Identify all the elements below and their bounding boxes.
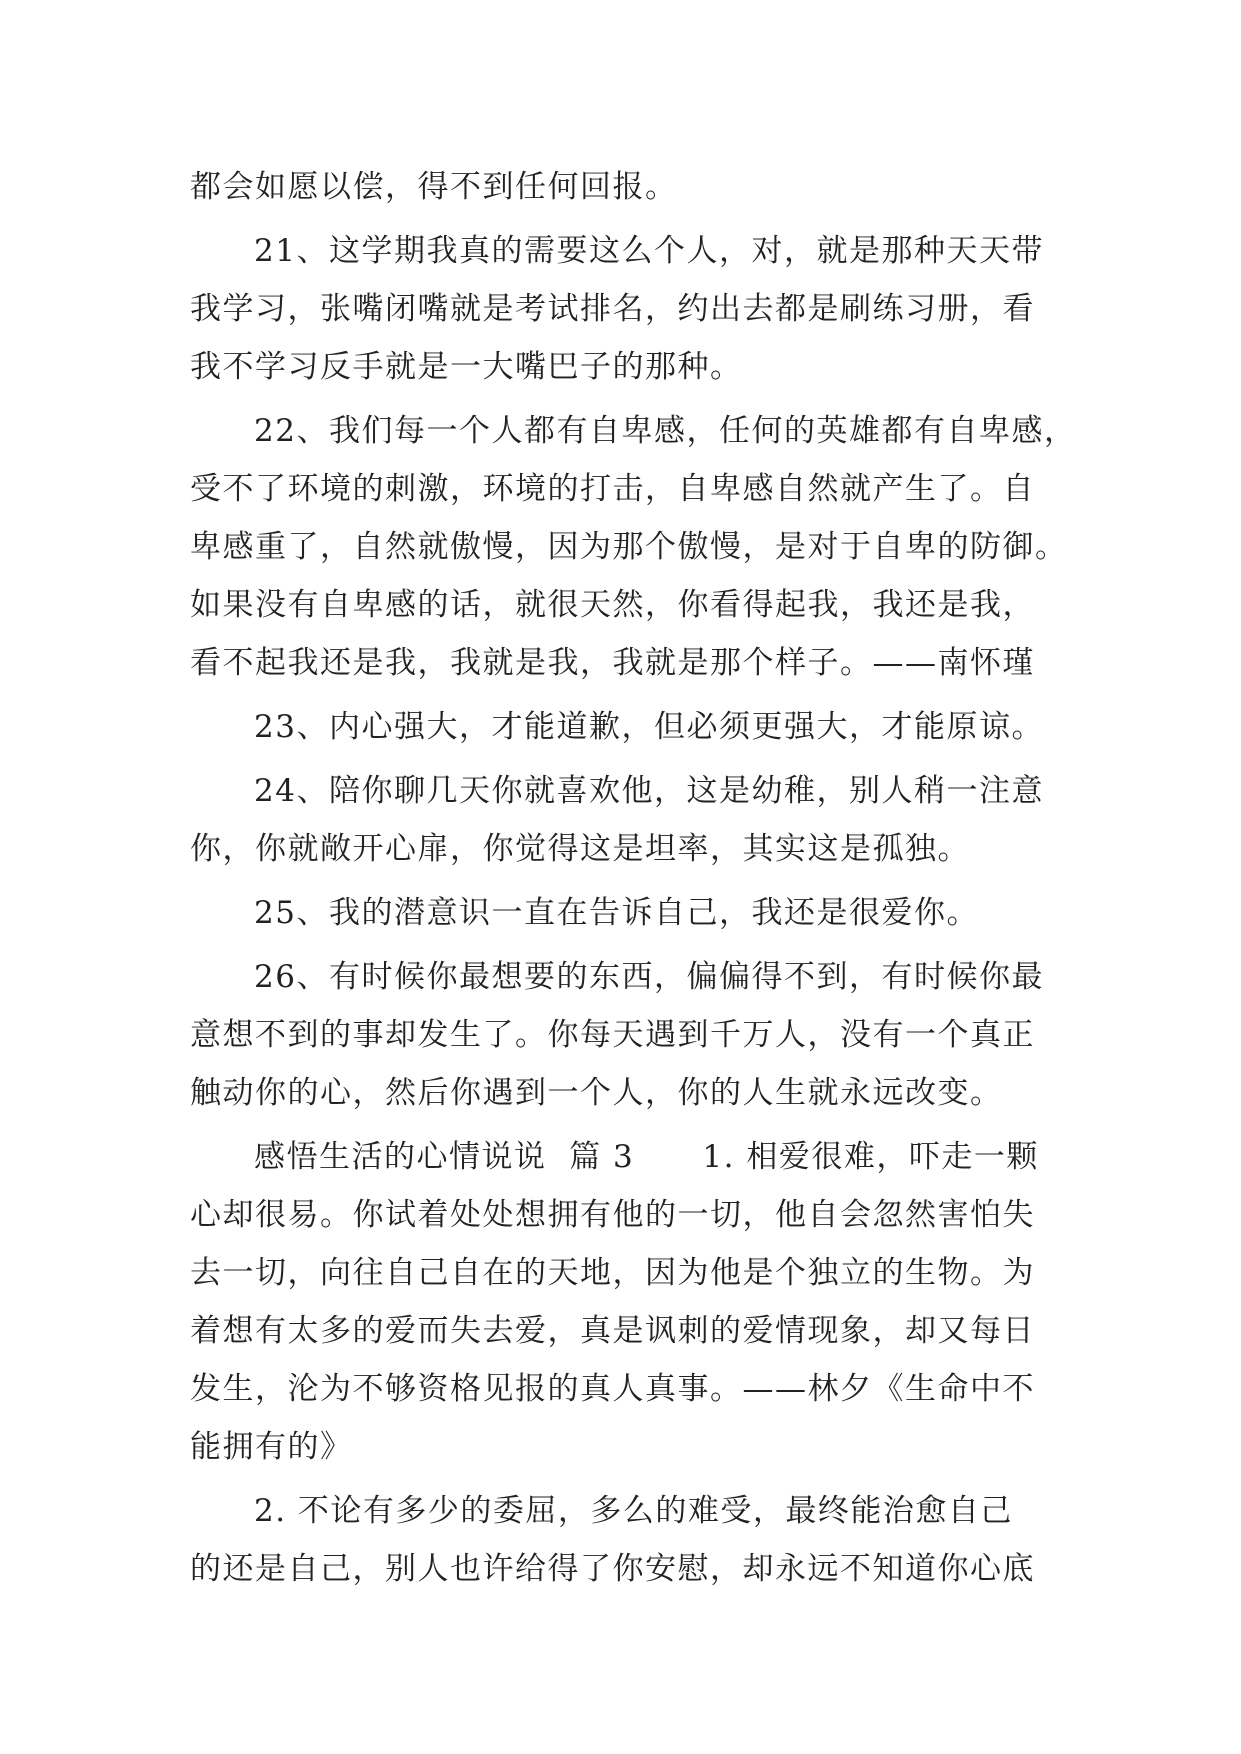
text-line: 着想有太多的爱而失去爱，真是讽刺的爱情现象，却又每日 xyxy=(190,1313,1035,1349)
text-line: 去一切，向往自己自在的天地，因为他是个独立的生物。为 xyxy=(190,1255,1035,1291)
text-line: 看不起我还是我，我就是我，我就是那个样子。——南怀瑾 xyxy=(190,645,1035,681)
text-line: 22、我们每一个人都有自卑感，任何的英雄都有自卑感， xyxy=(254,413,1077,449)
text-line: 心却很易。你试着处处想拥有他的一切，他自会忽然害怕失 xyxy=(190,1197,1035,1233)
text-line: 我学习，张嘴闭嘴就是考试排名，约出去都是刷练习册，看 xyxy=(190,291,1035,327)
paragraph-24 xyxy=(190,762,1060,878)
text-line: 的还是自己，别人也许给得了你安慰，却永远不知道你心底 xyxy=(190,1551,1035,1587)
text-line: 卑感重了，自然就傲慢，因为那个傲慢，是对于自卑的防御。 xyxy=(190,529,1068,565)
text-line: 25、我的潜意识一直在告诉自己，我还是很爱你。 xyxy=(254,895,979,931)
text-line: 21、这学期我真的需要这么个人，对，就是那种天天带 xyxy=(254,233,1044,269)
paragraph-section-3 xyxy=(190,1128,1060,1476)
text-line: 如果没有自卑感的话，就很天然，你看得起我，我还是我， xyxy=(190,587,1035,623)
text-line: 都会如愿以偿，得不到任何回报。 xyxy=(190,169,678,205)
text-line: 意想不到的事却发生了。你每天遇到千万人，没有一个真正 xyxy=(190,1017,1035,1053)
paragraph-continuation xyxy=(190,158,1060,216)
text-line: 26、有时候你最想要的东西，偏偏得不到，有时候你最 xyxy=(254,959,1044,995)
text-line: 24、陪你聊几天你就喜欢他，这是幼稚，别人稍一注意 xyxy=(254,773,1044,809)
paragraph-26 xyxy=(190,948,1060,1122)
paragraph-22 xyxy=(190,402,1077,692)
paragraph-2 xyxy=(190,1482,1060,1598)
text-line: 触动你的心，然后你遇到一个人，你的人生就永远改变。 xyxy=(190,1075,1003,1111)
text-line: 2. 不论有多少的委屈，多么的难受，最终能治愈自己 xyxy=(254,1493,1013,1529)
document-body xyxy=(190,158,1077,1598)
text-line: 你，你就敞开心扉，你觉得这是坦率，其实这是孤独。 xyxy=(190,831,970,867)
section-heading-line: 感悟生活的心情说说 篇 3 1. 相爱很难，吓走一颗 xyxy=(254,1139,1039,1175)
text-line: 我不学习反手就是一大嘴巴子的那种。 xyxy=(190,349,743,385)
paragraph-21 xyxy=(190,222,1060,396)
text-line: 能拥有的》 xyxy=(190,1429,353,1465)
text-line: 23、内心强大，才能道歉，但必须更强大，才能原谅。 xyxy=(254,709,1044,745)
paragraph-25 xyxy=(190,884,1060,942)
text-line: 受不了环境的刺激，环境的打击，自卑感自然就产生了。自 xyxy=(190,471,1035,507)
text-line: 发生，沦为不够资格见报的真人真事。——林夕《生命中不 xyxy=(190,1371,1035,1407)
paragraph-23 xyxy=(190,698,1060,756)
